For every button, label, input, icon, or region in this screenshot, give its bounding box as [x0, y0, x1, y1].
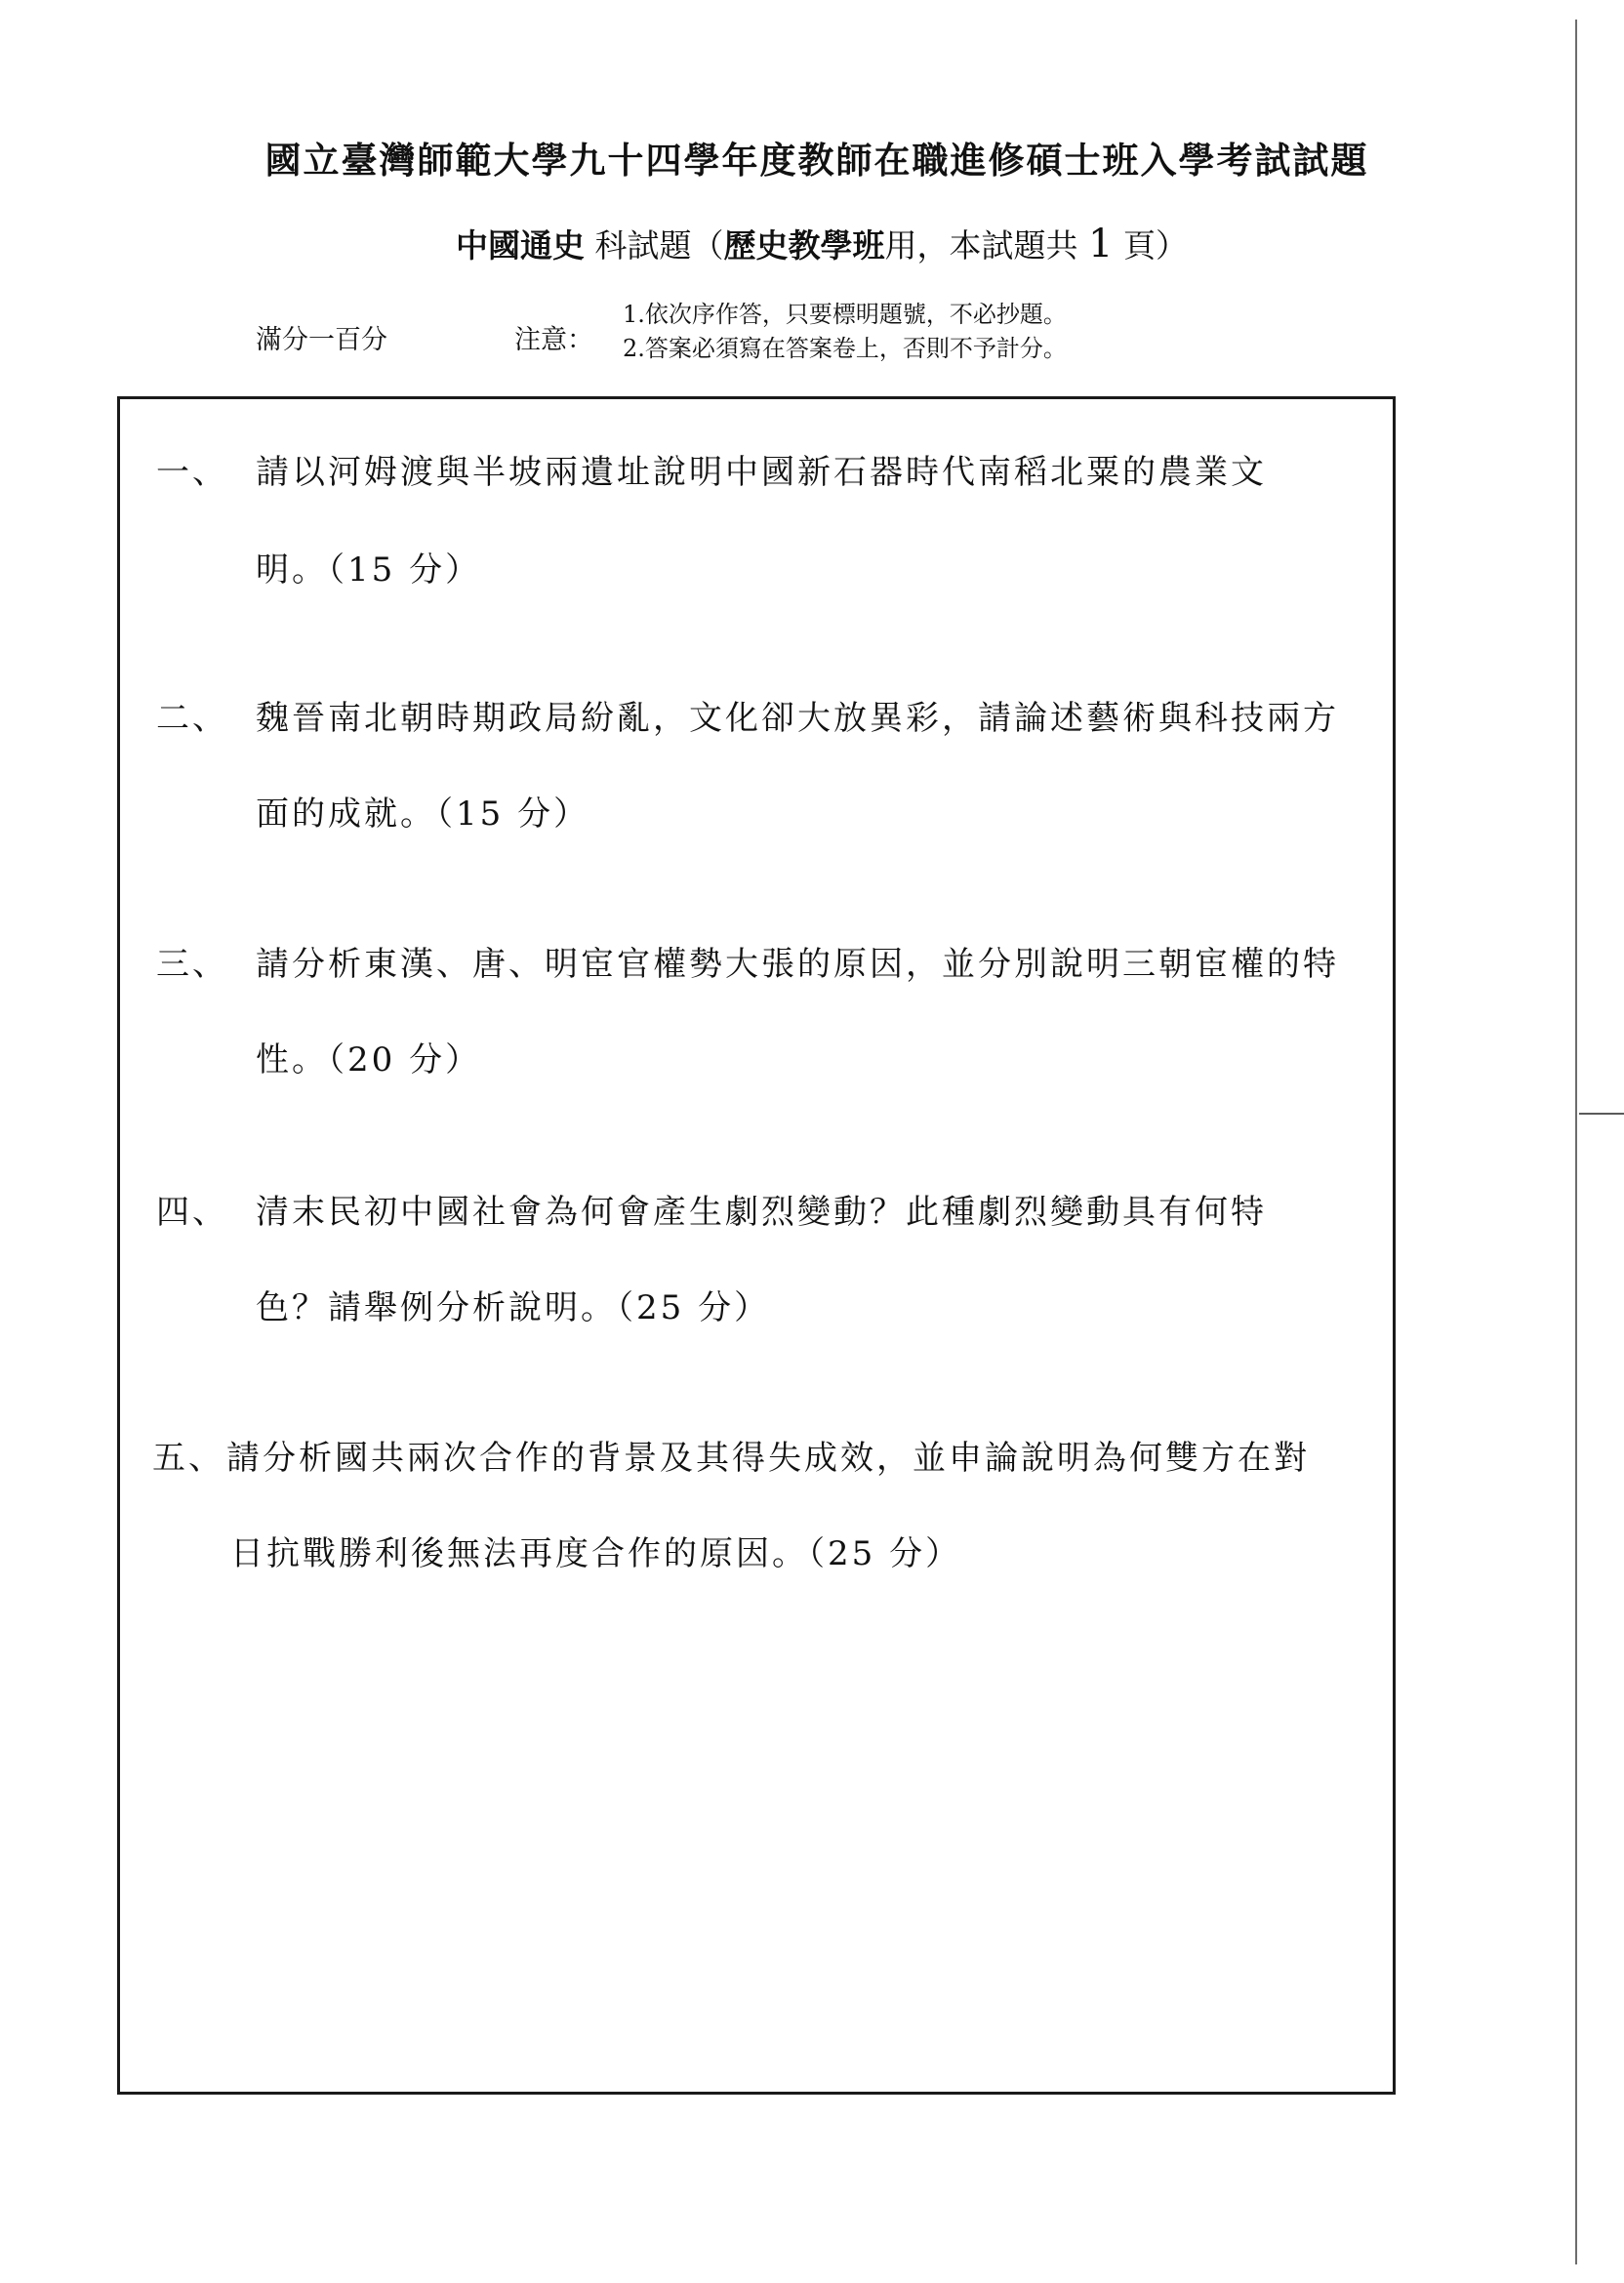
question-number: 五、 — [152, 1439, 224, 1478]
question-box — [117, 396, 1396, 2095]
notice-item: 2.答案必須寫在答案卷上，否則不予計分。 — [623, 335, 1067, 362]
question-number: 一、 — [156, 453, 228, 492]
page-count: 1 — [1088, 222, 1114, 266]
class-name: 歷史教學班 — [723, 226, 885, 265]
full-score: 滿分一百分 — [256, 325, 387, 355]
question-text-line: 明。（15 分） — [256, 550, 482, 590]
scan-edge-tick — [1579, 1113, 1624, 1115]
subject-name: 中國通史 — [456, 226, 586, 265]
question-number: 四、 — [156, 1193, 228, 1232]
question-text-line: 請分析東漢、唐、明宦官權勢大張的原因，並分別說明三朝宦權的特 — [256, 945, 1339, 984]
question-text-line: 請以河姆渡與半坡兩遺址說明中國新石器時代南稻北粟的農業文 — [256, 453, 1267, 492]
question-text-line: 日抗戰勝利後無法再度合作的原因。（25 分） — [230, 1534, 962, 1573]
notice-list — [623, 298, 1067, 366]
question-text-line: 魏晉南北朝時期政局紛亂，文化卻大放異彩，請論述藝術與科技兩方 — [256, 699, 1339, 738]
page-suffix: 頁） — [1122, 226, 1188, 265]
exam-subtitle — [0, 221, 1624, 266]
question-number: 二、 — [156, 699, 228, 738]
question-text-line: 請分析國共兩次合作的背景及其得失成效，並申論說明為何雙方在對 — [226, 1439, 1310, 1478]
class-suffix: 用，本試題共 — [884, 226, 1078, 265]
subject-suffix: 科試題（ — [585, 226, 724, 265]
notice-item: 1.依次序作答，只要標明題號，不必抄題。 — [623, 301, 1067, 328]
question-text-line: 清末民初中國社會為何會產生劇烈變動？此種劇烈變動具有何特 — [256, 1193, 1267, 1232]
question-number: 三、 — [156, 945, 228, 984]
notice-label: 注意： — [514, 325, 593, 355]
question-text-line: 色？請舉例分析說明。（25 分） — [256, 1288, 771, 1327]
scan-edge-line — [1575, 20, 1577, 2264]
question-text-line: 性。（20 分） — [256, 1040, 482, 1080]
question-text-line: 面的成就。（15 分） — [256, 795, 590, 834]
exam-title: 國立臺灣師範大學九十四學年度教師在職進修碩士班入學考試試題 — [264, 139, 1369, 182]
